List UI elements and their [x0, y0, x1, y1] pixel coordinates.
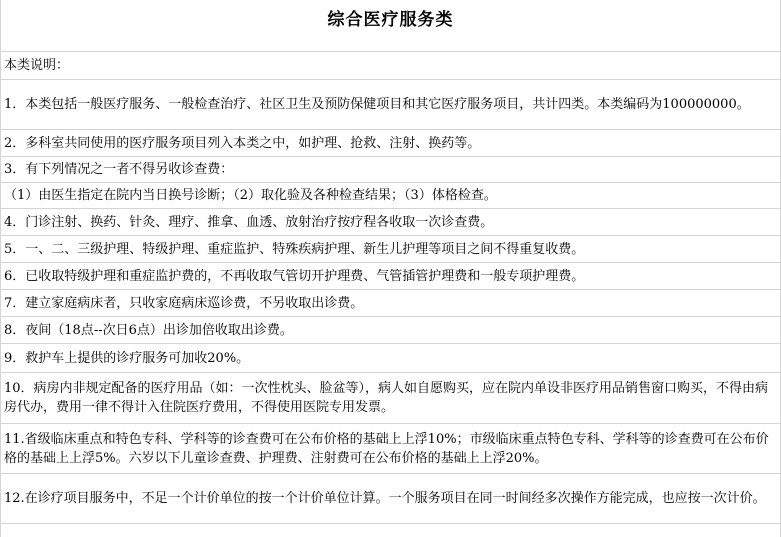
row-text: 6．已收取特级护理和重症监护费的，不再收取气管切开护理费、气管插管护理费和一般专项护理费。	[4, 268, 585, 284]
row-text: 3．有下列情况之一者不得另收诊查费：	[4, 162, 234, 177]
note-row-3	[1, 157, 780, 183]
note-row-10	[1, 373, 780, 424]
intro-row	[1, 52, 780, 80]
row-text: 2．多科室共同使用的医疗服务项目列入本类之中，如护理、抢救、注射、换药等。	[4, 135, 481, 151]
row-text: （1）由医生指定在院内当日换号诊断；（2）取化验及各种检查结果；（3）体格检查。	[4, 188, 497, 203]
row-text: 4．门诊注射、换药、针灸、理疗、推拿、血透、放射治疗按疗程各收取一次诊查费。	[4, 214, 494, 230]
note-row-2	[1, 130, 780, 157]
note-row-3-sub	[1, 183, 780, 209]
row-text: 12.在诊疗项目服务中，不足一个计价单位的按一个计价单位计算。一个服务项目在同一时间经多次操作方能完成，也应按一次计价。	[4, 491, 766, 506]
page-title: 综合医疗服务类	[327, 10, 454, 30]
row-text: 8．夜间（18点--次日6点）出诊加倍收取出诊费。	[4, 322, 293, 338]
row-text: 10．病房内非规定配备的医疗用品（如：一次性枕头、脸盆等），病人如自愿购买，应在院内单设非医疗用品销售窗口购买，不得由病房代办，费用一律不得计入住院医疗费用，不得使用医院专用发票。	[4, 381, 769, 415]
note-row-11	[1, 424, 780, 474]
row-text: 本类说明：	[4, 58, 70, 73]
note-row-4	[1, 209, 780, 236]
note-row-7	[1, 290, 780, 317]
note-row-5	[1, 236, 780, 263]
note-row-8	[1, 317, 780, 344]
note-row-9	[1, 344, 780, 373]
note-row-6	[1, 263, 780, 290]
title-row	[1, 0, 780, 52]
row-text: 11.省级临床重点和特色专科、学科等的诊查费可在公布价格的基础上上浮10%；市级临床重点特色专科、学科等的诊查费可在公布价格的基础上上浮5%。六岁以下儿童诊查费、护理费、注射费可在公布价格的基础上上浮20%。	[4, 431, 769, 466]
note-row-12	[1, 474, 780, 524]
row-text: 9．救护车上提供的诊疗服务可加收20%。	[4, 350, 250, 366]
row-text: 7．建立家庭病床者，只收家庭病床巡诊费，不另收取出诊费。	[4, 295, 364, 311]
row-text: 1．本类包括一般医疗服务、一般检查治疗、社区卫生及预防保健项目和其它医疗服务项目，共计四类。本类编码为100000000。	[4, 97, 750, 112]
note-row-1	[1, 80, 780, 130]
row-text: 5．一、二、三级护理、特级护理、重症监护、特殊疾病护理、新生儿护理等项目之间不得重复收费。	[4, 241, 585, 257]
